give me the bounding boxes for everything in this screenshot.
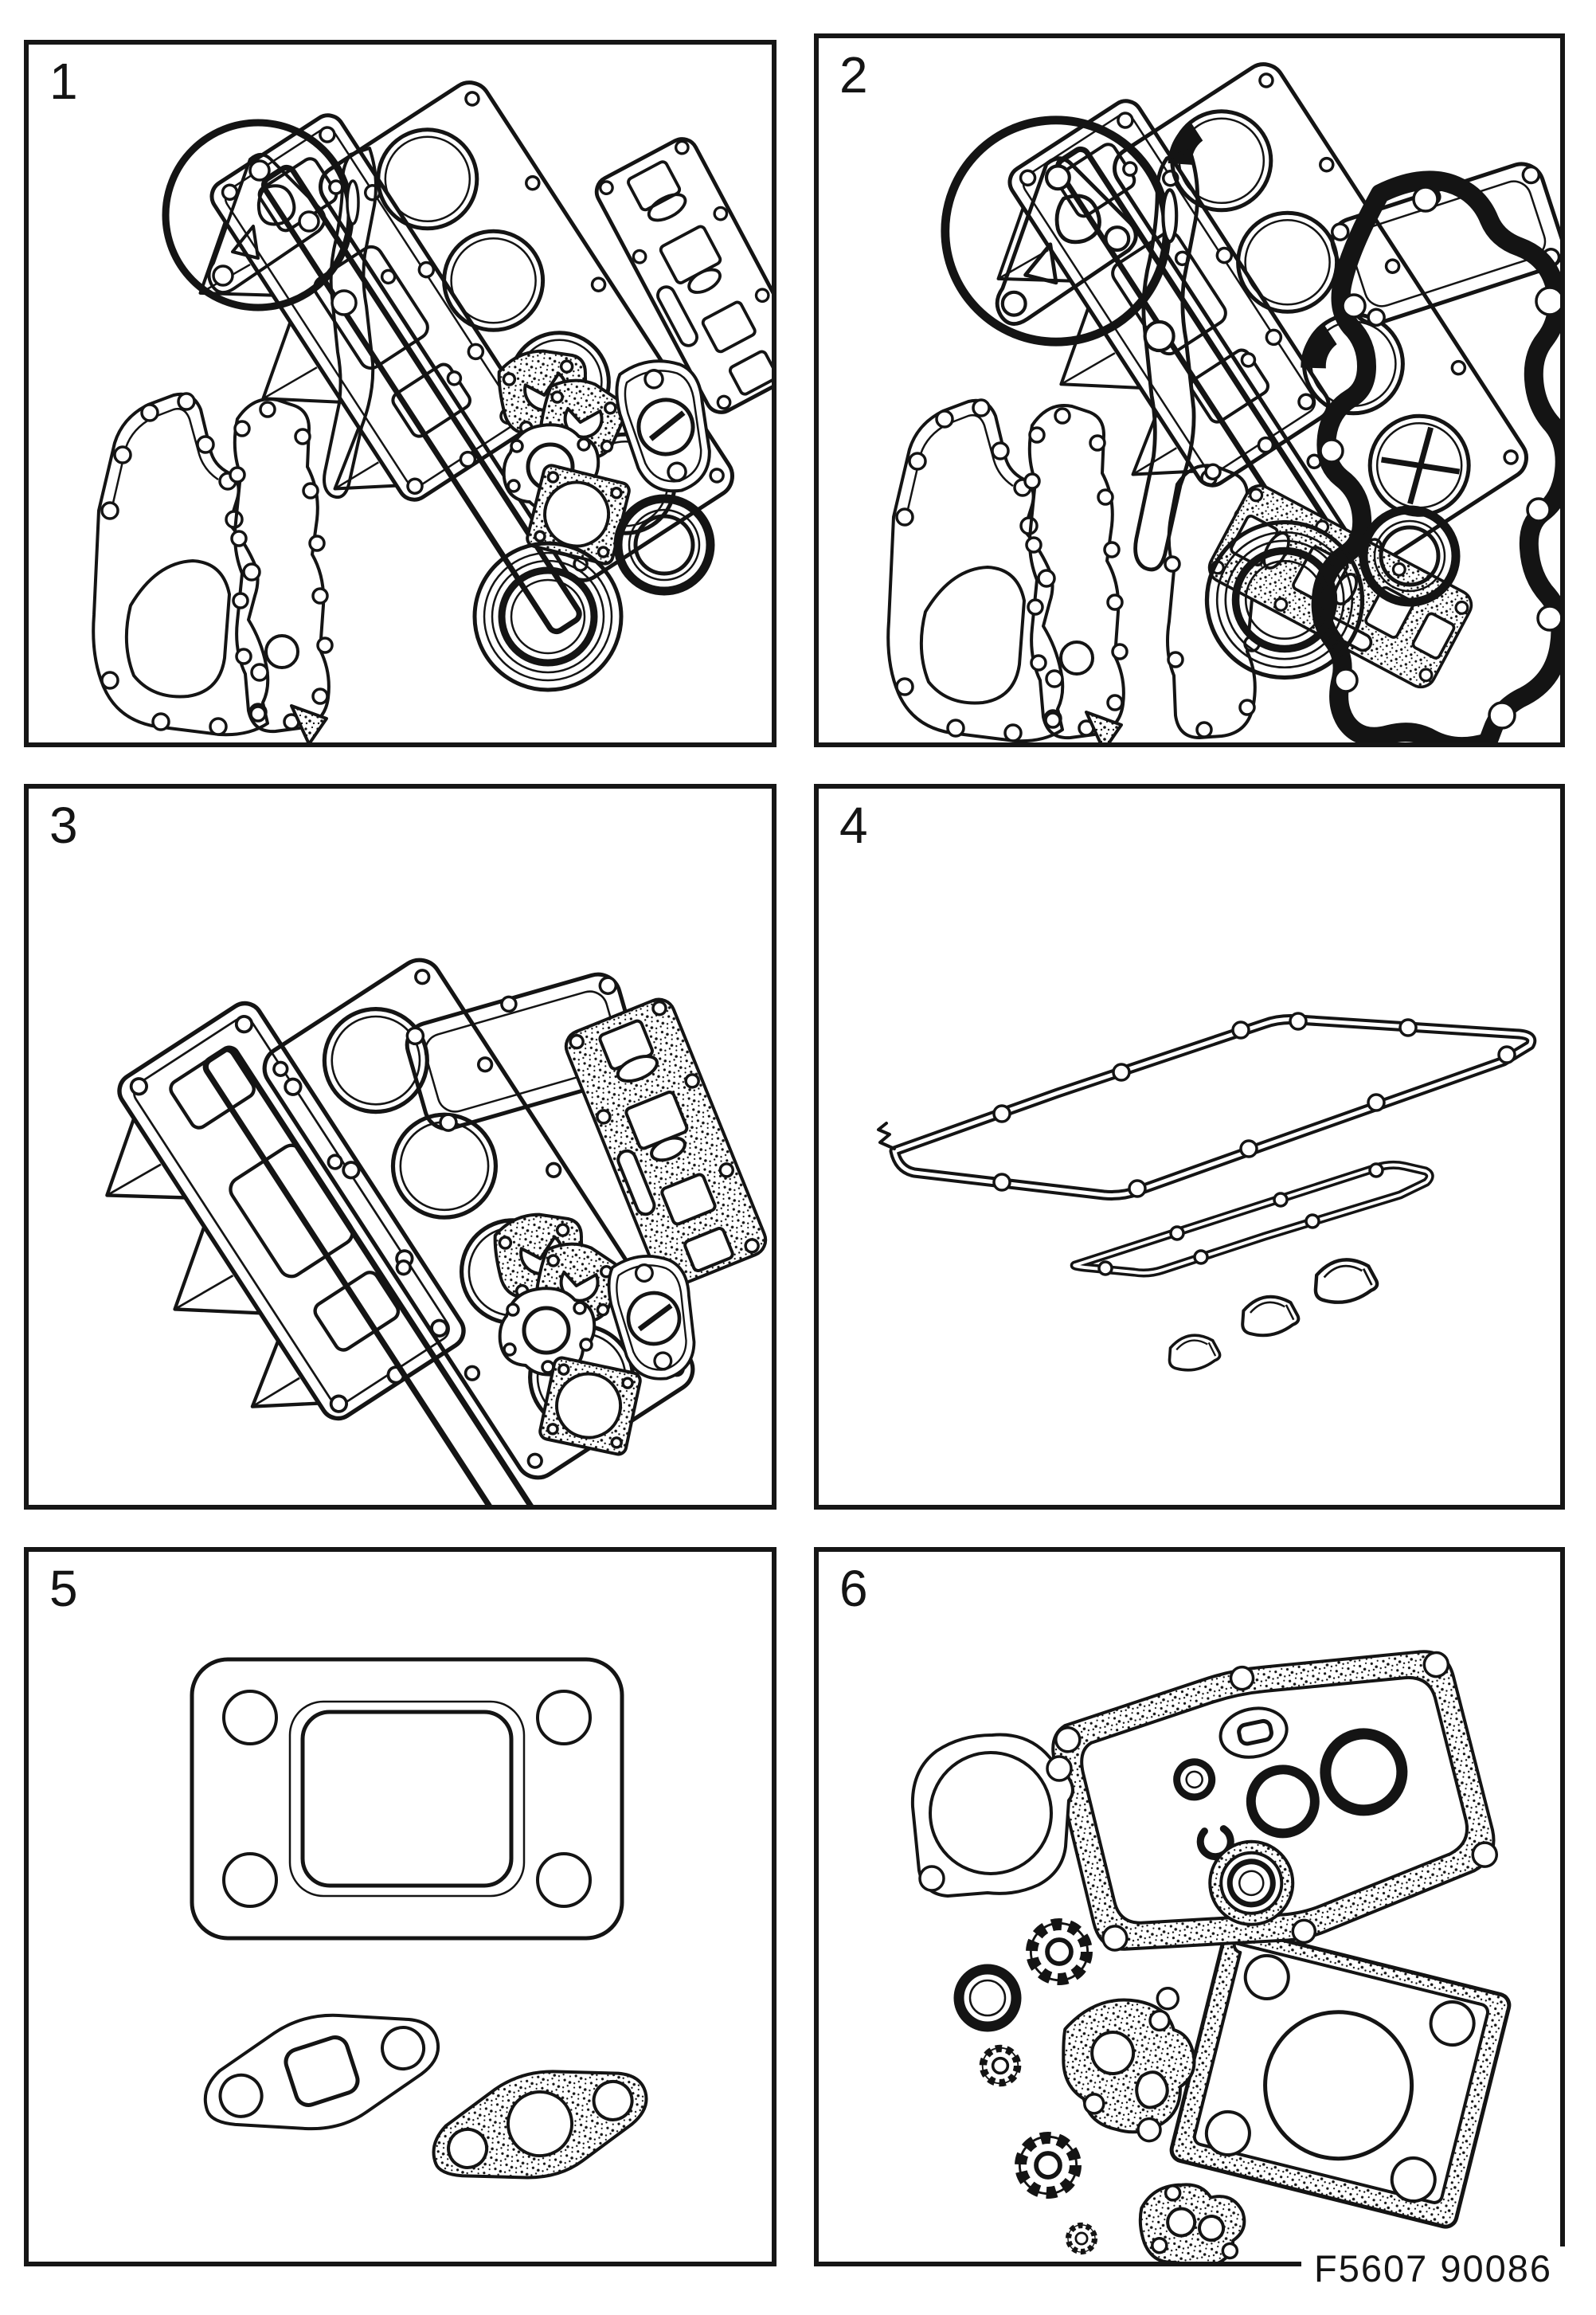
valve-cover-gasket-set-illustration: [819, 789, 1560, 1505]
head-gasket-set-illustration: [29, 789, 772, 1505]
panel-number: 4: [839, 797, 868, 854]
figure-code: F5607 90086: [1301, 2246, 1565, 2290]
panel-3-head-gasket-set: [24, 784, 776, 1510]
panel-number: 1: [49, 53, 78, 110]
panel-number: 2: [839, 46, 868, 104]
panel-4-valve-cover-gasket-set: [814, 784, 1565, 1510]
turbo-gasket-kit-illustration: [29, 1552, 772, 2262]
panel-number: 5: [49, 1560, 78, 1617]
panel-1-engine-gasket-set: [24, 40, 776, 747]
engine-gasket-set-bold-cover-illustration: [819, 38, 1560, 742]
panel-number: 6: [839, 1560, 868, 1617]
panel-2-engine-gasket-set-bold-cover: [814, 33, 1565, 747]
panel-number: 3: [49, 797, 78, 854]
carburetor-repair-kit-illustration: [819, 1552, 1560, 2262]
panel-5-turbo-gasket-kit: [24, 1547, 776, 2266]
engine-gasket-set-illustration: [29, 45, 772, 742]
panel-6-carburetor-repair-kit: [814, 1547, 1565, 2266]
